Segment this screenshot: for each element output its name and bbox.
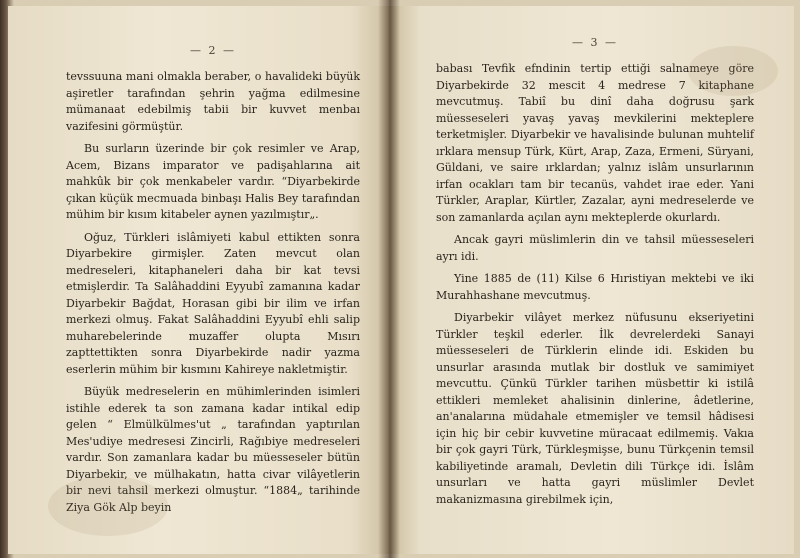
book-gutter (378, 0, 400, 558)
page-number-left: — 2 — (190, 44, 236, 57)
paragraph: Büyük medreselerin en mühimlerinden isimleri istihle ederek ta son zamana kadar intikal edip gelen “ Elmülkülmes'ut „ tarafından yaptırılan Mes'udiye medresesi Zincirli, Rağıbiye medreseleri vardır. Son zamanlara kadar bu müesseseler bütün Diyarbekir, ve mülhakatın, hatta civar vilâyetlerin bir nevi tahsil merkezi olmuştur. “1884„ tarihinde Ziya Gök Alp beyin (66, 385, 360, 514)
paragraph: Yine 1885 de (11) Kilse 6 Hıristiyan mektebi ve iki Murahhashane mevcutmuş. (436, 272, 754, 302)
paragraph: Oğuz, Türkleri islâmiyeti kabul ettikten sonra Diyarbekire girmişler. Zaten mevcut olan medreseleri, kitaphaneleri daha bir kat tevsi etmişlerdir. Ta Salâhaddini Eyyubî zamanına kadar Diyarbekir Bağdat, Horasan gibi bir ilim ve irfan merkezi olmuş. Fakat Salâhaddini Eyyubî ehli salip muharebelerinde muzaffer olupta Mısırı zapttettikten sonra Diyarbekirde nadir yazma eserlerin mühim bir kısmını Kahireye nakletmiştir. (66, 230, 360, 376)
paragraph: Ancak gayri müslimlerin din ve tahsil müesseseleri ayrı idi. (436, 233, 754, 263)
left-page (8, 6, 388, 554)
paragraph: tevssuuna mani olmakla beraber, o havalideki büyük aşiretler tarafından şehrin yağma edilmesine mümanaat edebilmiş tabii bir kuvvet menbaı vazifesini görmüştür. (66, 70, 360, 133)
page-number-right: — 3 — (572, 36, 618, 49)
paragraph: Diyarbekir vilâyet merkez nüfusunu ekseriyetini Türkler teşkil ederler. İlk devrelerdeki Sanayi müesseseleri de Türklerin elinde idi. Eskiden bu unsurlar arasında mutlak bir dostluk ve samimiyet mevcuttu. Çünkü Türkler tarihen müsbettir ki istilâ ettikleri memleket ahalisinin dinlerine, âdetlerine, an'analarına müdahale etmemişler ve temsil hâdisesi için hiç bir cebir kuvvetine müracaat edilmemiş. Vakıa bir çok gayri Türk, Türkleşmişse, bunu Türkçenin temsil kabiliyetinde aramalı, Devletin dili Türkçe idi. İslâm unsurları ve hatta gayri müslimler Devlet makanizmasına girebilmek için, (436, 311, 754, 506)
paragraph: babası Tevfik efndinin tertip ettiği salnameye göre Diyarbekirde 32 mescit 4 medrese 7 kitaphane mevcutmuş. Tabiî bu dinî daha doğrusu şark müesseseleri yavaş yavaş mevkilerini mekteplere terketmişler. Diyarbekir ve havalisinde bulunan muhtelif ırklara mensup Türk, Kürt, Arap, Zaza, Ermeni, Süryani, Güldani, ve saire ırklardan; yalnız islâm unsurlarının irfan ocakları tam bir tecanüs, vahdet irae eder. Yani Türkler, Araplar, Kürtler, Zazalar, ayni medreselerde ve son zamanlarda açılan aynı mekteplerde okurlardı. (436, 62, 754, 224)
paragraph: Bu surların üzerinde bir çok resimler ve Arap, Acem, Bizans imparator ve padişahlarına ait mahkûk bir çok menkabeler vardır. “Diyarbekirde çıkan küçük mecmuada binbaşı Halis Bey tarafından mühim bir kısım kitabeler aynen yazılmıştır„. (66, 142, 360, 221)
right-page (388, 6, 794, 554)
